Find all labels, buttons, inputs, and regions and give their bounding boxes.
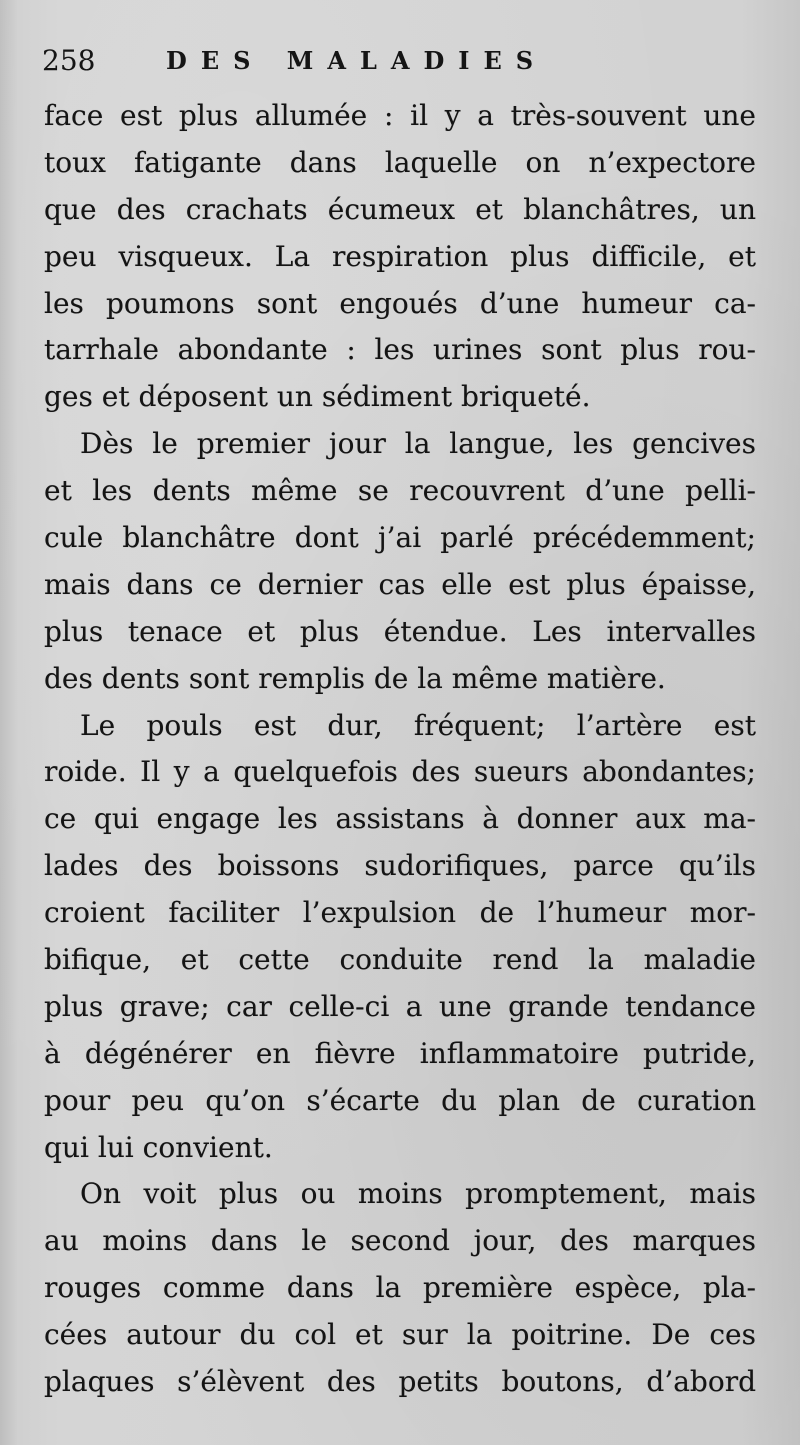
text-line: qui lui convient. — [44, 1130, 273, 1164]
text-line: à dégénérer en fièvre inflammatoire putride, — [44, 1036, 756, 1070]
text-line: toux fatigante dans laquelle on n’expectore — [44, 145, 756, 179]
body-text — [44, 93, 756, 1406]
page-header — [40, 40, 760, 88]
text-line: mais dans ce dernier cas elle est plus épaisse, — [44, 567, 756, 601]
text-line: cule blanchâtre dont j’ai parlé précédemment; — [44, 521, 756, 555]
text-line: ges et déposent un sédiment briqueté. — [44, 380, 591, 414]
text-line: lades des boissons sudorifiques, parce qu’ils — [44, 849, 756, 883]
text-line: que des crachats écumeux et blanchâtres, un — [44, 192, 756, 226]
text-line: cées autour du col et sur la poitrine. De ces — [44, 1318, 756, 1352]
text-line: On voit plus ou moins promptement, mais — [80, 1177, 756, 1211]
text-line: peu visqueux. La respiration plus difficile, et — [44, 239, 756, 273]
text-line: pour peu qu’on s’écarte du plan de curation — [44, 1083, 756, 1117]
page-number: 258 — [42, 44, 96, 77]
text-line: face est plus allumée : il y a très-souvent une — [44, 99, 756, 132]
text-line: les poumons sont engoués d’une humeur ca- — [44, 286, 756, 320]
text-line: plus grave; car celle-ci a une grande tendance — [44, 989, 756, 1023]
text-line: au moins dans le second jour, des marques — [44, 1224, 756, 1258]
text-line: plaques s’élèvent des petits boutons, d’abord — [44, 1365, 756, 1399]
text-line: bifique, et cette conduite rend la maladie — [44, 943, 756, 977]
text-line: Le pouls est dur, fréquent; l’artère est — [80, 708, 756, 742]
text-line: plus tenace et plus étendue. Les intervalles — [44, 614, 756, 648]
text-line: rouges comme dans la première espèce, pla- — [44, 1271, 756, 1305]
text-line: Dès le premier jour la langue, les gencives — [80, 427, 756, 461]
running-head: DES MALADIES — [166, 46, 548, 75]
text-line: ce qui engage les assistans à donner aux ma- — [44, 802, 756, 836]
text-line: et les dents même se recouvrent d’une pelli- — [44, 474, 756, 508]
text-line: roide. Il y a quelquefois des sueurs abondantes; — [44, 755, 756, 789]
text-line: croient faciliter l’expulsion de l’humeur mor- — [44, 896, 756, 930]
text-line: tarrhale abondante : les urines sont plus rou- — [44, 333, 756, 367]
text-line: des dents sont remplis de la même matière. — [44, 661, 666, 695]
